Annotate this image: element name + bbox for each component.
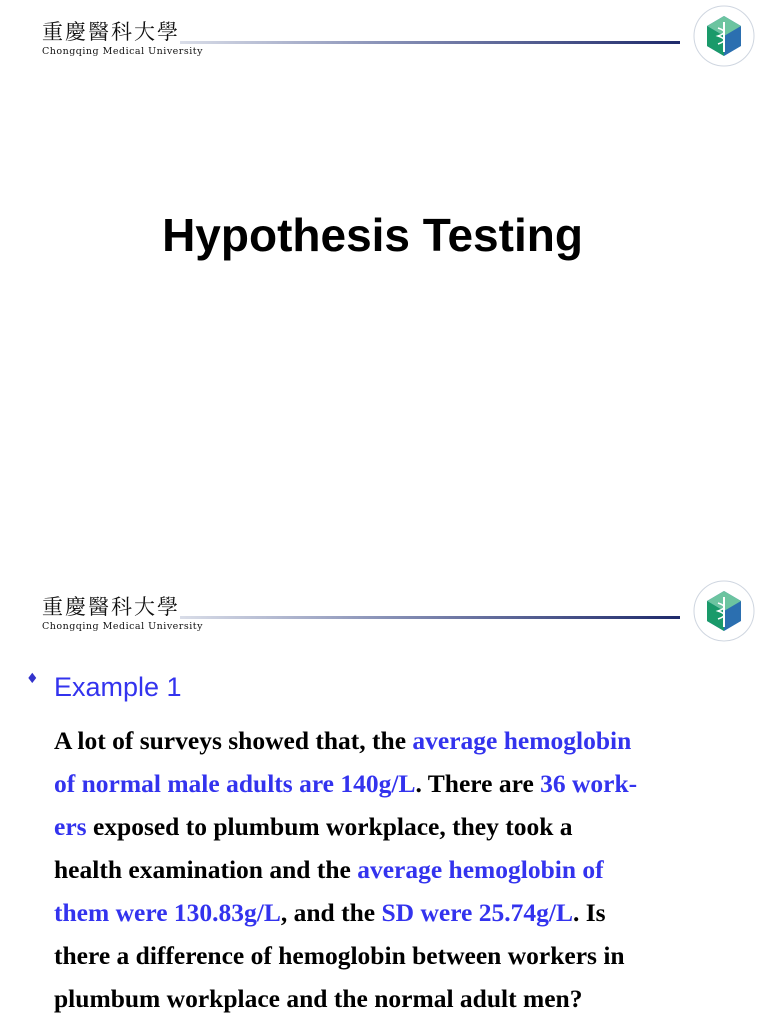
body-line [54,891,744,934]
highlighted-text: ers [54,812,87,841]
university-name-en: Chongqing Medical University [42,46,203,57]
body-text-segment: health examination and the [54,855,358,884]
university-name-en: Chongqing Medical University [42,621,203,632]
slide-header [0,0,768,70]
highlighted-text: of normal male adults are 140g/L [54,769,416,798]
highlighted-text: them were 130.83g/L [54,898,281,927]
body-line [54,977,744,1020]
university-name-cn: 重慶醫科大學 [42,20,180,44]
body-text-segment: . There are [415,769,541,798]
example-body [54,719,744,1020]
highlighted-text: average hemoglobin [412,726,632,755]
body-line [54,848,744,891]
diamond-bullet-icon: ♦ [26,671,39,687]
body-text-segment: there a difference of hemoglobin between workers in [54,941,625,970]
body-text-segment: . Is [572,898,606,927]
body-line [54,805,744,848]
university-name-cn: 重慶醫科大學 [42,595,180,619]
university-logo [692,579,756,643]
university-logo [692,4,756,68]
body-line [54,719,744,762]
header-rule [180,616,680,619]
body-text-segment: plumbum workplace and the normal adult men? [54,984,583,1013]
body-text-segment: A lot of surveys showed that, the [54,726,413,755]
highlighted-text: 36 work- [540,769,638,798]
header-rule [180,41,680,44]
slide-header [0,575,768,645]
slide-title: Hypothesis Testing [162,209,583,261]
example-slide [0,575,768,1024]
body-line [54,762,744,805]
highlighted-text: SD were 25.74g/L [381,898,573,927]
example-title: Example 1 [54,672,182,702]
body-text-segment: , and the [280,898,382,927]
highlighted-text: average hemoglobin of [357,855,604,884]
body-text-segment: exposed to plumbum workplace, they took a [86,812,573,841]
body-line [54,934,744,977]
